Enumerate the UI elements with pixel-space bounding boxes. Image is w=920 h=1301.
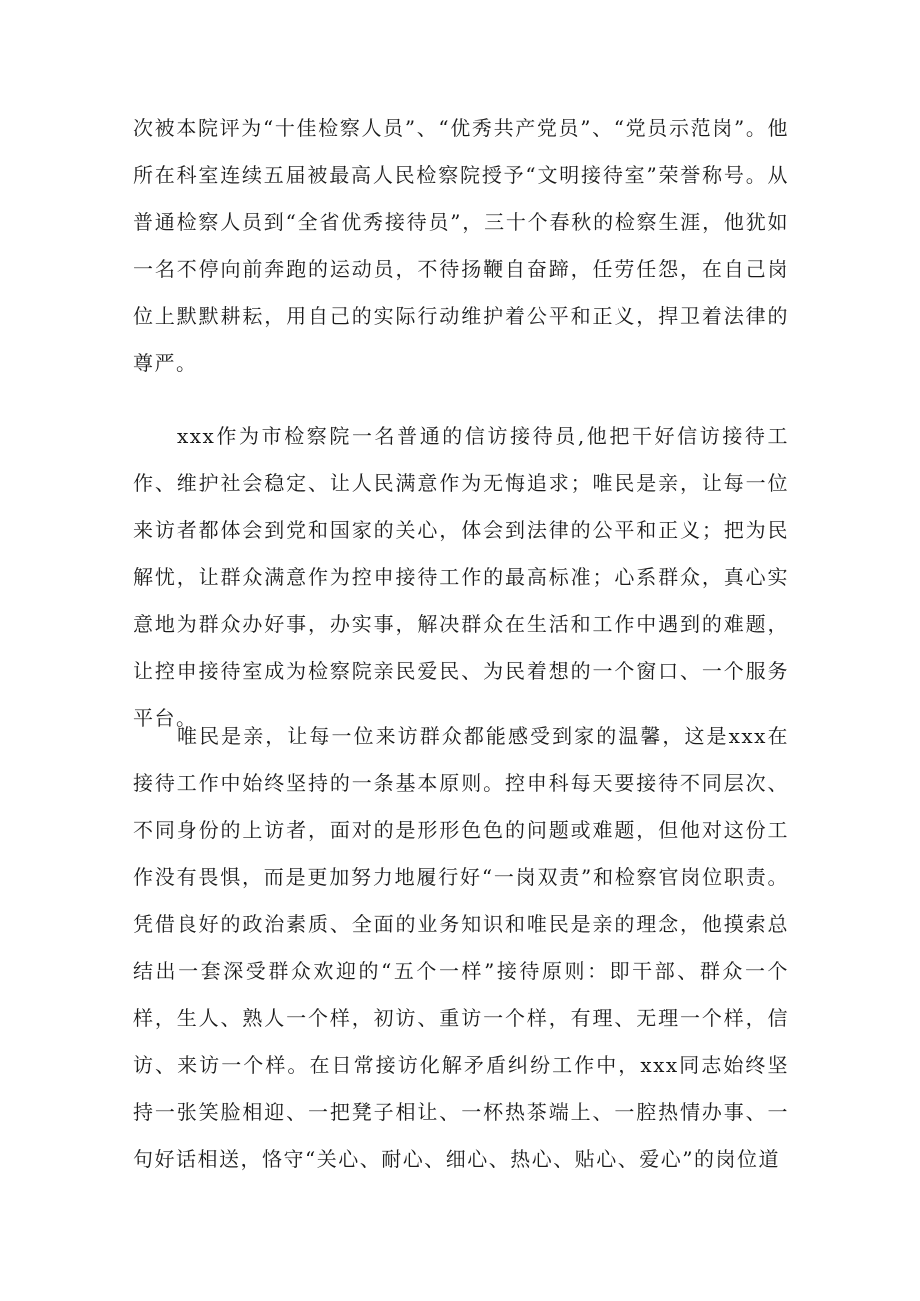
paragraph-3: 唯民是亲，让每一位来访群众都能感受到家的温馨，这是xxx在接待工作中始终坚持的一条基本原则。控申科每天要接待不同层次、不同身份的上访者，面对的是形形色色的问题或难题，但他对这份工作没有畏惧，而是更加努力地履行好“一岗双责”和检察官岗位职责。凭借良好的政治素质、全面的业务知识和唯民是亲的理念，他摸索总结出一套深受群众欢迎的“五个一样”接待原则：即干部、群众一个样，生人、熟人一个样，初访、重访一个样，有理、无理一个样，信访、来访一个样。在日常接访化解矛盾纠纷工作中，xxx同志始终坚持一张笑脸相迎、一把凳子相让、一杯热茶端上、一腔热情办事、一句好话相送，恪守“关心、耐心、细心、热心、贴心、爱心”的岗位道 <box>133 724 789 1171</box>
paragraph-1: 次被本院评为“十佳检察人员”、“优秀共产党员”、“党员示范岗”。他所在科室连续五届被最高人民检察院授予“文明接待室”荣誉称号。从普通检察人员到“全省优秀接待员”，三十个春秋的检察生涯，他犹如一名不停向前奔跑的运动员，不待扬鞭自奋蹄，任劳任怨，在自己岗位上默默耕耘，用自己的实际行动维护着公平和正义，捍卫着法律的尊严。 <box>133 116 789 375</box>
paragraph-2: xxx作为市检察院一名普通的信访接待员,他把干好信访接待工作、维护社会稳定、让人民满意作为无悔追求；唯民是亲，让每一位来访者都体会到党和国家的关心，体会到法律的公平和正义；把为民解忧，让群众满意作为控申接待工作的最高标准；心系群众，真心实意地为群众办好事，办实事，解决群众在生活和工作中遇到的难题，让控申接待室成为检察院亲民爱民、为民着想的一个窗口、一个服务平台。 <box>133 424 789 730</box>
